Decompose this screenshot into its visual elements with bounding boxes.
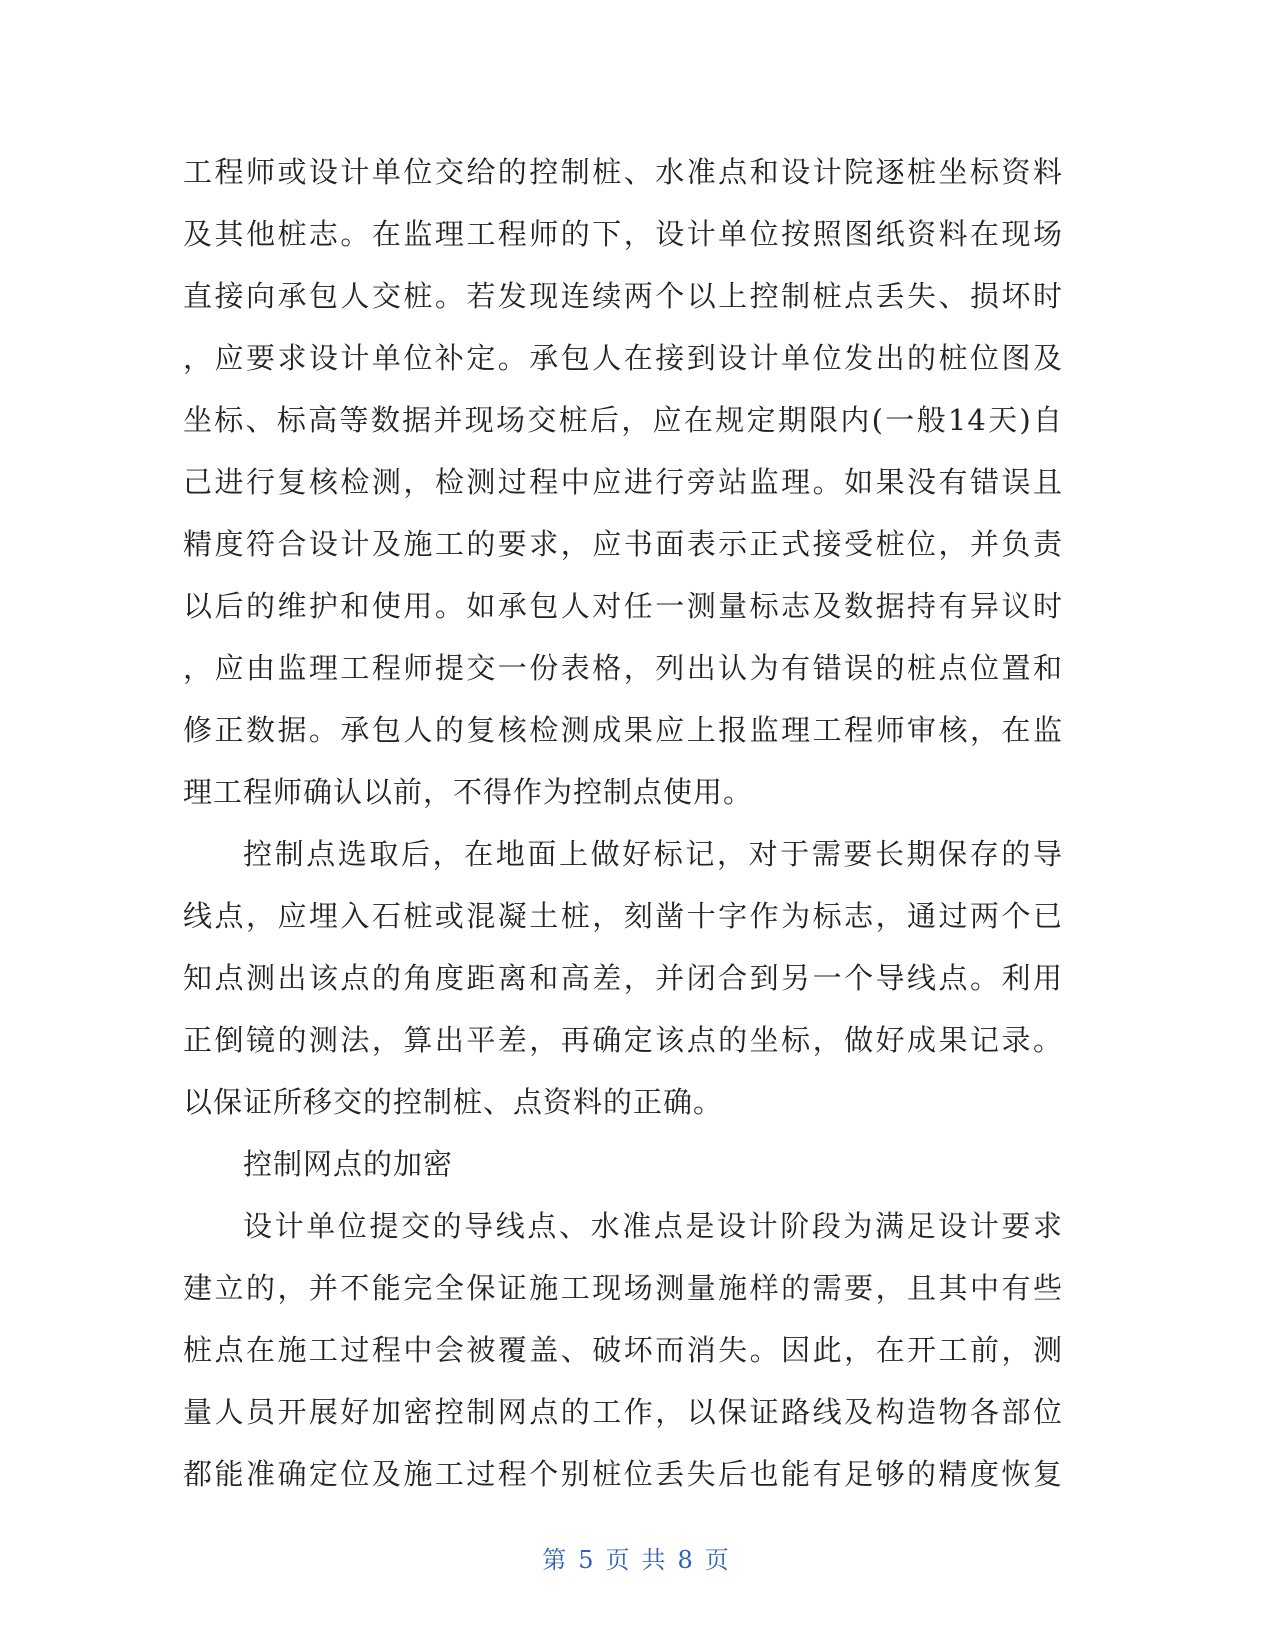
footer-suffix: 页 [704,1546,733,1574]
footer-total-word: 共 [641,1546,670,1574]
text-line: 量人员开展好加密控制网点的工作，以保证路线及构造物各部位 [183,1395,1063,1429]
document-body [183,141,1063,1505]
page-number-footer [0,1540,1275,1575]
footer-page-word: 页 [605,1546,634,1574]
text-line: 坐标、标高等数据并现场交桩后，应在规定期限内(一般14天)自 [183,403,1063,437]
text-line: ，应要求设计单位补定。承包人在接到设计单位发出的桩位图及 [183,341,1063,375]
text-line: 己进行复核检测，检测过程中应进行旁站监理。如果没有错误且 [183,465,1063,499]
text-line: 桩点在施工过程中会被覆盖、破坏而消失。因此，在开工前，测 [183,1333,1063,1367]
text-line: 知点测出该点的角度距离和高差，并闭合到另一个导线点。利用 [183,961,1063,995]
footer-prefix: 第 [542,1546,571,1574]
text-line: ，应由监理工程师提交一份表格，列出认为有错误的桩点位置和 [183,651,1063,685]
text-line: 精度符合设计及施工的要求，应书面表示正式接受桩位，并负责 [183,527,1063,561]
section-heading: 控制网点的加密 [243,1147,454,1181]
text-line: 理工程师确认以前，不得作为控制点使用。 [183,775,754,809]
text-line: 建立的，并不能完全保证施工现场测量施样的需要，且其中有些 [183,1271,1063,1305]
text-line: 以后的维护和使用。如承包人对任一测量标志及数据持有异议时 [183,589,1063,623]
paragraph-network-densification [183,1195,1063,1505]
current-page-number: 5 [578,1546,598,1574]
text-line: 工程师或设计单位交给的控制桩、水准点和设计院逐桩坐标资料 [183,155,1063,189]
text-line: 及其他桩志。在监理工程师的下，设计单位按照图纸资料在现场 [183,217,1063,251]
paragraph-control-point-marking [183,823,1063,1133]
text-line: 控制点选取后，在地面上做好标记，对于需要长期保存的导 [243,837,1063,871]
text-line: 都能准确定位及施工过程个别桩位丢失后也能有足够的精度恢复 [183,1457,1063,1491]
text-line: 设计单位提交的导线点、水准点是设计阶段为满足设计要求 [243,1209,1063,1243]
text-line: 正倒镜的测法，算出平差，再确定该点的坐标，做好成果记录。 [183,1023,1063,1057]
text-line: 以保证所移交的控制桩、点资料的正确。 [183,1085,724,1119]
paragraph-stake-handover [183,141,1063,823]
text-line: 修正数据。承包人的复核检测成果应上报监理工程师审核，在监 [183,713,1063,747]
text-line: 直接向承包人交桩。若发现连续两个以上控制桩点丢失、损坏时 [183,279,1063,313]
text-line: 线点，应埋入石桩或混凝土桩，刻凿十字作为标志，通过两个已 [183,899,1063,933]
total-page-count: 8 [677,1546,697,1574]
